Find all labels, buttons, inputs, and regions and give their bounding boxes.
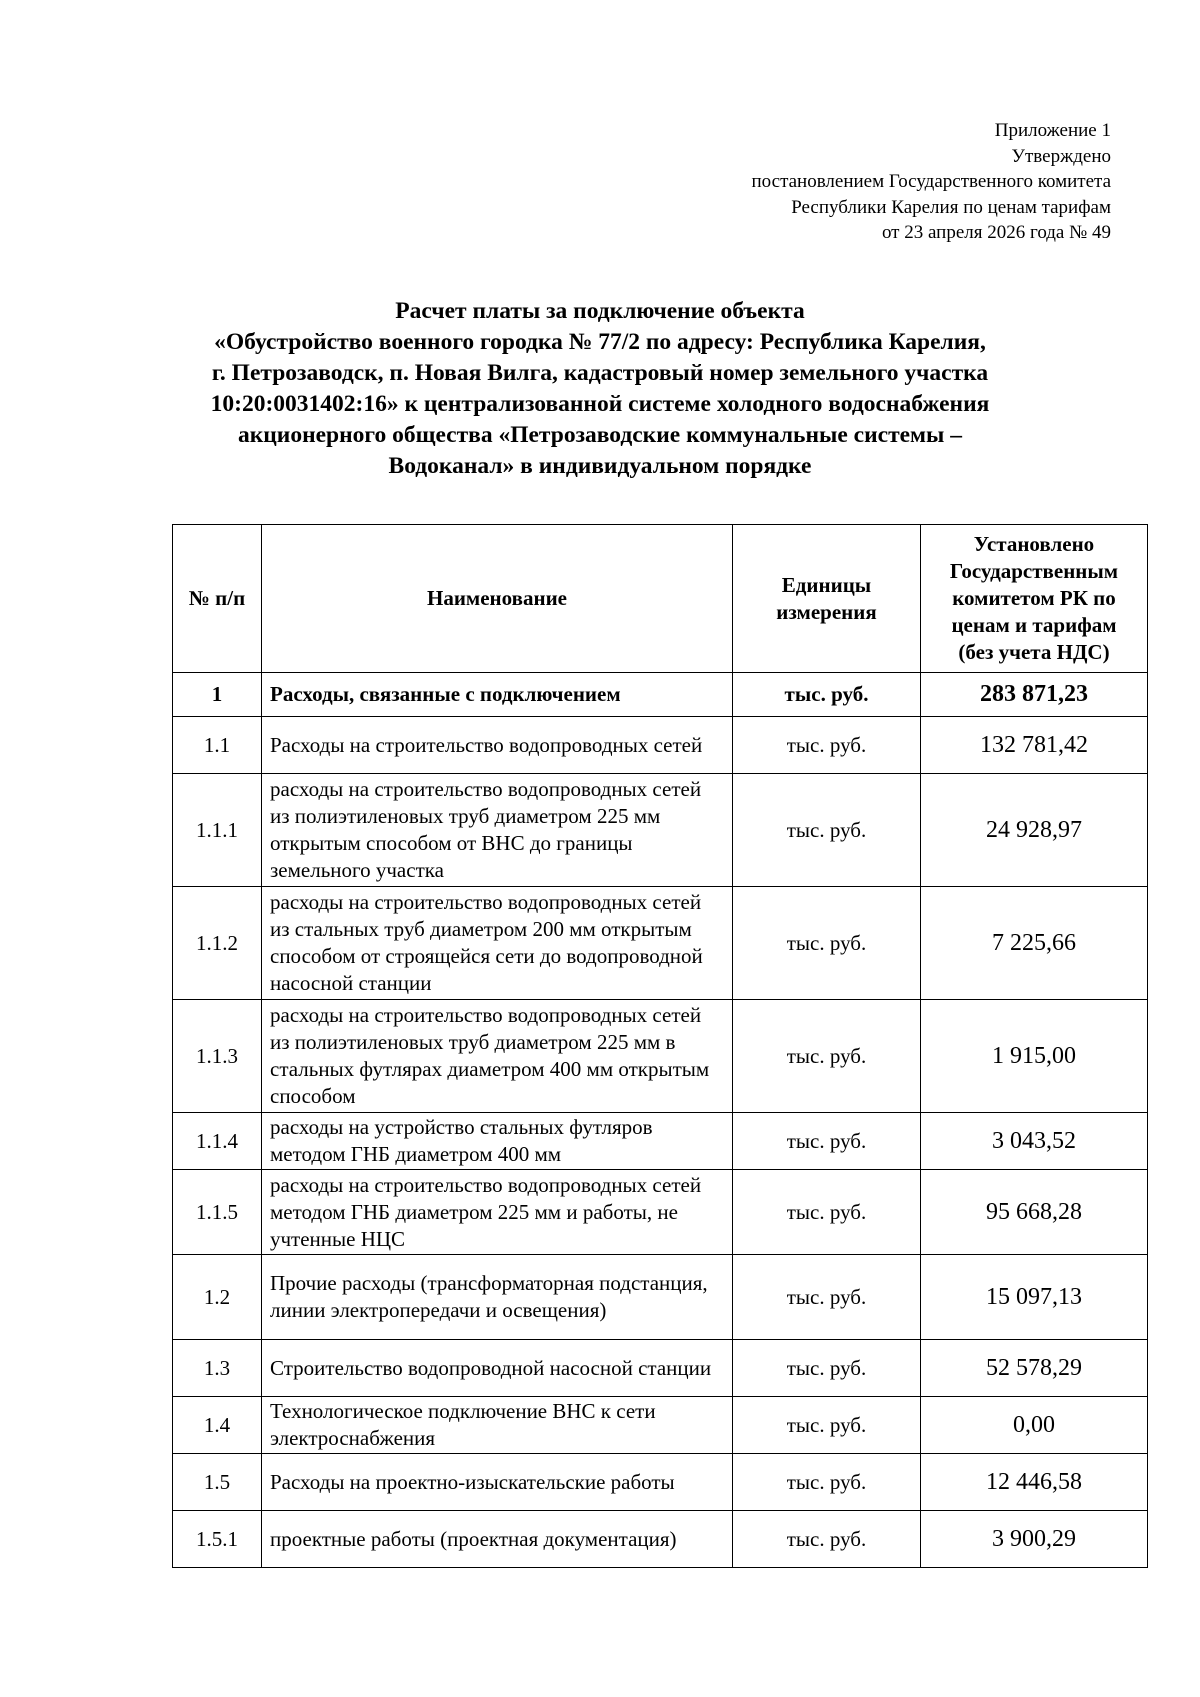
row-value: 12 446,58	[921, 1454, 1148, 1511]
table-row	[173, 1255, 1148, 1340]
row-unit: тыс. руб.	[733, 1170, 921, 1255]
row-num: 1.1.3	[173, 1000, 262, 1113]
row-unit: тыс. руб.	[733, 1000, 921, 1113]
row-value: 95 668,28	[921, 1170, 1148, 1255]
row-num: 1	[173, 673, 262, 717]
approval-date: от 23 апреля 2026 года № 49	[881, 222, 1111, 243]
row-num: 1.5	[173, 1454, 262, 1511]
row-num: 1.5.1	[173, 1511, 262, 1568]
title-line: г. Петрозаводск, п. Новая Вилга, кадастровый номер земельного участка	[211, 360, 989, 386]
row-num: 1.2	[173, 1255, 262, 1340]
table-row	[173, 1397, 1148, 1454]
row-name: Прочие расходы (трансформаторная подстанция, линии электропередачи и освещения)	[262, 1255, 733, 1340]
header-value: Установлено Государственным комитетом РК по ценам и тарифам (без учета НДС)	[921, 525, 1148, 673]
row-unit: тыс. руб.	[733, 1113, 921, 1170]
table-row	[173, 887, 1148, 1000]
row-unit: тыс. руб.	[733, 1255, 921, 1340]
row-value: 52 578,29	[921, 1340, 1148, 1397]
header-num: № п/п	[173, 525, 262, 673]
appendix-number: Приложение 1	[994, 120, 1111, 141]
table-row	[173, 673, 1148, 717]
row-value: 7 225,66	[921, 887, 1148, 1000]
row-value: 3 043,52	[921, 1113, 1148, 1170]
row-unit: тыс. руб.	[733, 717, 921, 774]
row-num: 1.1.1	[173, 774, 262, 887]
row-unit: тыс. руб.	[733, 1454, 921, 1511]
row-value: 15 097,13	[921, 1255, 1148, 1340]
table-row	[173, 1000, 1148, 1113]
row-name: расходы на строительство водопроводных сетей из стальных труб диаметром 200 мм открытым способом от строящейся сети до водопроводной насосной станции	[262, 887, 733, 1000]
row-value: 1 915,00	[921, 1000, 1148, 1113]
row-name: расходы на строительство водопроводных сетей из полиэтиленовых труб диаметром 225 мм в стальных футлярах диаметром 400 мм открытым способом	[262, 1000, 733, 1113]
table-row	[173, 1113, 1148, 1170]
table-row	[173, 774, 1148, 887]
document-title	[150, 296, 1050, 482]
table-row	[173, 717, 1148, 774]
title-line: Расчет платы за подключение объекта	[395, 298, 805, 324]
table-header-row	[173, 525, 1148, 673]
approval-block	[752, 118, 1112, 246]
row-num: 1.1.4	[173, 1113, 262, 1170]
row-num: 1.3	[173, 1340, 262, 1397]
header-unit: Единицы измерения	[733, 525, 921, 673]
title-line: «Обустройство военного городка № 77/2 по адресу: Республика Карелия,	[214, 329, 986, 355]
table-row	[173, 1170, 1148, 1255]
calculation-table	[172, 524, 1148, 1568]
row-name: расходы на устройство стальных футляров методом ГНБ диаметром 400 мм	[262, 1113, 733, 1170]
row-value: 3 900,29	[921, 1511, 1148, 1568]
table-row	[173, 1454, 1148, 1511]
row-unit: тыс. руб.	[733, 673, 921, 717]
row-value: 0,00	[921, 1397, 1148, 1454]
row-name: Расходы, связанные с подключением	[262, 673, 733, 717]
row-name: расходы на строительство водопроводных сетей из полиэтиленовых труб диаметром 225 мм открытым способом от ВНС до границы земельного участка	[262, 774, 733, 887]
row-name: Расходы на строительство водопроводных сетей	[262, 717, 733, 774]
row-name: расходы на строительство водопроводных сетей методом ГНБ диаметром 225 мм и работы, не учтенные НЦС	[262, 1170, 733, 1255]
row-unit: тыс. руб.	[733, 1397, 921, 1454]
row-unit: тыс. руб.	[733, 774, 921, 887]
row-num: 1.1.2	[173, 887, 262, 1000]
title-line: 10:20:0031402:16» к централизованной системе холодного водоснабжения	[210, 391, 990, 417]
row-name: Строительство водопроводной насосной станции	[262, 1340, 733, 1397]
row-value: 283 871,23	[921, 673, 1148, 717]
title-line: Водоканал» в индивидуальном порядке	[388, 453, 812, 479]
approval-resolution: постановлением Государственного комитета	[751, 171, 1111, 192]
table-row	[173, 1511, 1148, 1568]
approval-authority: Республики Карелия по ценам тарифам	[791, 196, 1111, 218]
row-num: 1.1	[173, 717, 262, 774]
row-name: Расходы на проектно-изыскательские работы	[262, 1454, 733, 1511]
header-name: Наименование	[262, 525, 733, 673]
row-name: проектные работы (проектная документация)	[262, 1511, 733, 1568]
row-value: 132 781,42	[921, 717, 1148, 774]
approval-label: Утверждено	[1011, 145, 1111, 167]
row-num: 1.4	[173, 1397, 262, 1454]
title-line: акционерного общества «Петрозаводские коммунальные системы –	[237, 422, 963, 448]
row-unit: тыс. руб.	[733, 1340, 921, 1397]
row-unit: тыс. руб.	[733, 887, 921, 1000]
row-num: 1.1.5	[173, 1170, 262, 1255]
row-unit: тыс. руб.	[733, 1511, 921, 1568]
table-row	[173, 1340, 1148, 1397]
row-name: Технологическое подключение ВНС к сети электроснабжения	[262, 1397, 733, 1454]
row-value: 24 928,97	[921, 774, 1148, 887]
